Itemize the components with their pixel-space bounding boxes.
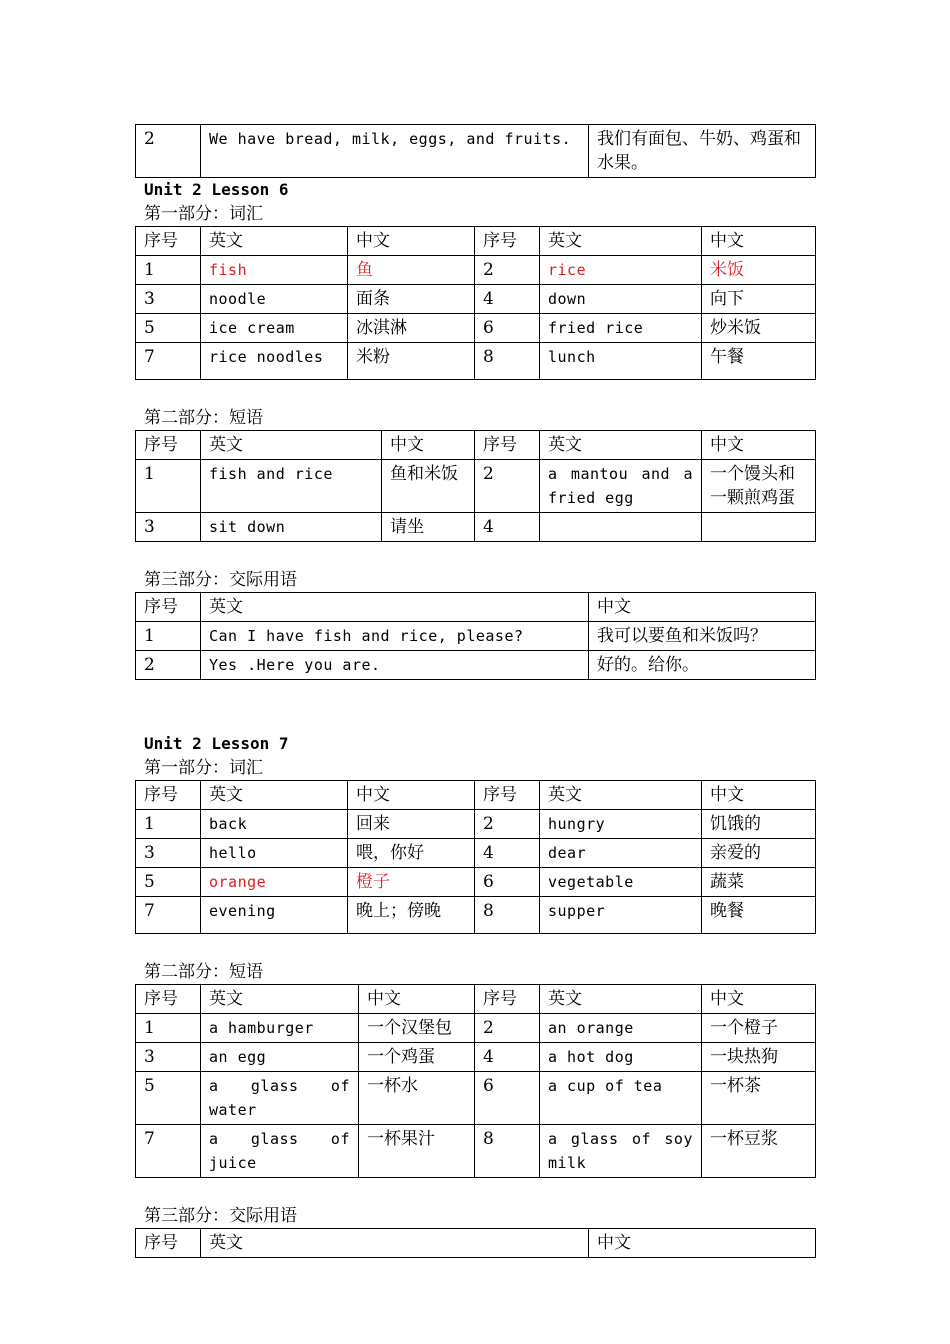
english-cell: rice noodles: [201, 343, 348, 380]
chinese-cell: 回来: [348, 810, 475, 839]
row-number: 4: [475, 285, 540, 314]
header-en: 英文: [201, 431, 382, 460]
english-cell: fried rice: [540, 314, 702, 343]
english-cell: a glass of water: [201, 1072, 359, 1125]
english-cell: down: [540, 285, 702, 314]
chinese-cell: 炒米饭: [702, 314, 816, 343]
lesson7-phrases-table: [135, 984, 816, 1178]
lesson7-dialog-table: [135, 1228, 816, 1258]
english-cell: Yes .Here you are.: [201, 651, 589, 680]
chinese-cell: 午餐: [702, 343, 816, 380]
row-number: 1: [136, 622, 201, 651]
table-row: [136, 839, 816, 868]
header-cn: 中文: [589, 1229, 816, 1258]
row-number: 8: [475, 897, 540, 934]
header-en: 英文: [540, 431, 702, 460]
english-cell: an orange: [540, 1014, 702, 1043]
header-num: 序号: [136, 227, 201, 256]
table-row: [136, 868, 816, 897]
chinese-cell: 米饭: [702, 256, 816, 285]
header-cn: 中文: [702, 781, 816, 810]
header-cn: 中文: [348, 781, 475, 810]
english-cell: Can I have fish and rice, please?: [201, 622, 589, 651]
chinese-cell: 一个橙子: [702, 1014, 816, 1043]
row-number: 8: [475, 1125, 540, 1178]
header-num: 序号: [475, 985, 540, 1014]
row-number: 3: [136, 839, 201, 868]
english-cell: a hamburger: [201, 1014, 359, 1043]
lesson-title: Unit 2 Lesson 6: [144, 180, 289, 199]
english-cell: ice cream: [201, 314, 348, 343]
chinese-cell: 亲爱的: [702, 839, 816, 868]
table-row: [136, 810, 816, 839]
english-cell: lunch: [540, 343, 702, 380]
row-number: 5: [136, 868, 201, 897]
header-en: 英文: [201, 985, 359, 1014]
english-cell: supper: [540, 897, 702, 934]
table-row: [136, 897, 816, 934]
header-cn: 中文: [589, 593, 816, 622]
chinese-cell: 我可以要鱼和米饭吗？: [589, 622, 816, 651]
section-title-vocab: 第一部分：词汇: [144, 758, 263, 778]
header-num: 序号: [136, 781, 201, 810]
row-number: 2: [475, 256, 540, 285]
row-number: 7: [136, 1125, 201, 1178]
chinese-cell: 米粉: [348, 343, 475, 380]
header-num: 序号: [475, 227, 540, 256]
header-num: 序号: [136, 431, 201, 460]
table-row: [136, 622, 816, 651]
english-cell: noodle: [201, 285, 348, 314]
row-number: 4: [475, 839, 540, 868]
row-number: 3: [136, 1043, 201, 1072]
table-row: [136, 314, 816, 343]
chinese-cell: 一个鸡蛋: [359, 1043, 475, 1072]
english-cell: hello: [201, 839, 348, 868]
header-cn: 中文: [702, 227, 816, 256]
header-en: 英文: [201, 227, 348, 256]
english-cell: vegetable: [540, 868, 702, 897]
chinese-cell: 一杯豆浆: [702, 1125, 816, 1178]
chinese-cell: 饥饿的: [702, 810, 816, 839]
header-en: 英文: [201, 1229, 589, 1258]
table-header-row: [136, 227, 816, 256]
english-cell: a glass of soy milk: [540, 1125, 702, 1178]
header-cn: 中文: [359, 985, 475, 1014]
section-title-dialog: 第三部分：交际用语: [144, 1206, 297, 1226]
header-cn: 中文: [348, 227, 475, 256]
chinese-cell: 鱼: [348, 256, 475, 285]
english-cell: sit down: [201, 513, 382, 542]
chinese-cell: 好的。给你。: [589, 651, 816, 680]
row-number: 6: [475, 314, 540, 343]
table-row: [136, 1043, 816, 1072]
row-number: 1: [136, 810, 201, 839]
section-title-dialog: 第三部分：交际用语: [144, 570, 297, 590]
chinese-cell: 我们有面包、牛奶、鸡蛋和水果。: [589, 125, 816, 178]
english-cell: orange: [201, 868, 348, 897]
row-number: 1: [136, 1014, 201, 1043]
chinese-cell: 喂，你好: [348, 839, 475, 868]
row-number: 7: [136, 897, 201, 934]
row-number: 8: [475, 343, 540, 380]
english-cell: fish: [201, 256, 348, 285]
top-dialog-table: [135, 124, 816, 178]
row-number: 4: [475, 513, 540, 542]
english-cell: a cup of tea: [540, 1072, 702, 1125]
row-number: 5: [136, 1072, 201, 1125]
row-number: 2: [136, 651, 201, 680]
chinese-cell: [702, 513, 816, 542]
section-title-phrases: 第二部分：短语: [144, 962, 263, 982]
header-num: 序号: [475, 431, 540, 460]
english-cell: a mantou and a fried egg: [540, 460, 702, 513]
chinese-cell: 橙子: [348, 868, 475, 897]
chinese-cell: 一块热狗: [702, 1043, 816, 1072]
english-cell: We have bread, milk, eggs, and fruits.: [201, 125, 589, 178]
english-cell: evening: [201, 897, 348, 934]
chinese-cell: 晚上；傍晚: [348, 897, 475, 934]
row-number: 2: [475, 460, 540, 513]
row-number: 3: [136, 285, 201, 314]
header-num: 序号: [136, 593, 201, 622]
english-cell: rice: [540, 256, 702, 285]
table-row: [136, 1014, 816, 1043]
lesson7-vocab-table: [135, 780, 816, 934]
section-title-vocab: 第一部分：词汇: [144, 204, 263, 224]
row-number: 6: [475, 1072, 540, 1125]
row-number: 4: [475, 1043, 540, 1072]
table-row: [136, 1125, 816, 1178]
chinese-cell: 一杯水: [359, 1072, 475, 1125]
english-cell: a glass of juice: [201, 1125, 359, 1178]
table-header-row: [136, 985, 816, 1014]
english-cell: hungry: [540, 810, 702, 839]
table-header-row: [136, 593, 816, 622]
chinese-cell: 晚餐: [702, 897, 816, 934]
chinese-cell: 鱼和米饭: [382, 460, 475, 513]
table-header-row: [136, 781, 816, 810]
section-title-phrases: 第二部分：短语: [144, 408, 263, 428]
header-en: 英文: [540, 227, 702, 256]
table-row: [136, 285, 816, 314]
chinese-cell: 一杯茶: [702, 1072, 816, 1125]
chinese-cell: 一杯果汁: [359, 1125, 475, 1178]
table-row: [136, 125, 816, 178]
table-row: [136, 460, 816, 513]
chinese-cell: 一个馒头和一颗煎鸡蛋: [702, 460, 816, 513]
english-cell: back: [201, 810, 348, 839]
header-en: 英文: [540, 985, 702, 1014]
row-number: 2: [475, 810, 540, 839]
header-en: 英文: [201, 781, 348, 810]
table-row: [136, 1072, 816, 1125]
chinese-cell: 冰淇淋: [348, 314, 475, 343]
chinese-cell: 请坐: [382, 513, 475, 542]
table-header-row: [136, 1229, 816, 1258]
header-num: 序号: [475, 781, 540, 810]
english-cell: an egg: [201, 1043, 359, 1072]
table-row: [136, 343, 816, 380]
lesson6-vocab-table: [135, 226, 816, 380]
header-num: 序号: [136, 1229, 201, 1258]
table-row: [136, 651, 816, 680]
row-number: 7: [136, 343, 201, 380]
lesson6-phrases-table: [135, 430, 816, 542]
row-number: 6: [475, 868, 540, 897]
row-number: 5: [136, 314, 201, 343]
english-cell: a hot dog: [540, 1043, 702, 1072]
table-row: [136, 513, 816, 542]
chinese-cell: 蔬菜: [702, 868, 816, 897]
row-number: 1: [136, 256, 201, 285]
chinese-cell: 向下: [702, 285, 816, 314]
chinese-cell: 面条: [348, 285, 475, 314]
lesson6-dialog-table: [135, 592, 816, 680]
chinese-cell: 一个汉堡包: [359, 1014, 475, 1043]
header-cn: 中文: [702, 431, 816, 460]
table-header-row: [136, 431, 816, 460]
english-cell: [540, 513, 702, 542]
row-number: 2: [475, 1014, 540, 1043]
row-number: 2: [136, 125, 201, 178]
header-cn: 中文: [382, 431, 475, 460]
english-cell: fish and rice: [201, 460, 382, 513]
header-num: 序号: [136, 985, 201, 1014]
header-en: 英文: [201, 593, 589, 622]
english-cell: dear: [540, 839, 702, 868]
header-en: 英文: [540, 781, 702, 810]
header-cn: 中文: [702, 985, 816, 1014]
lesson-title: Unit 2 Lesson 7: [144, 734, 289, 753]
row-number: 3: [136, 513, 201, 542]
row-number: 1: [136, 460, 201, 513]
table-row: [136, 256, 816, 285]
document-page: [135, 124, 815, 1258]
